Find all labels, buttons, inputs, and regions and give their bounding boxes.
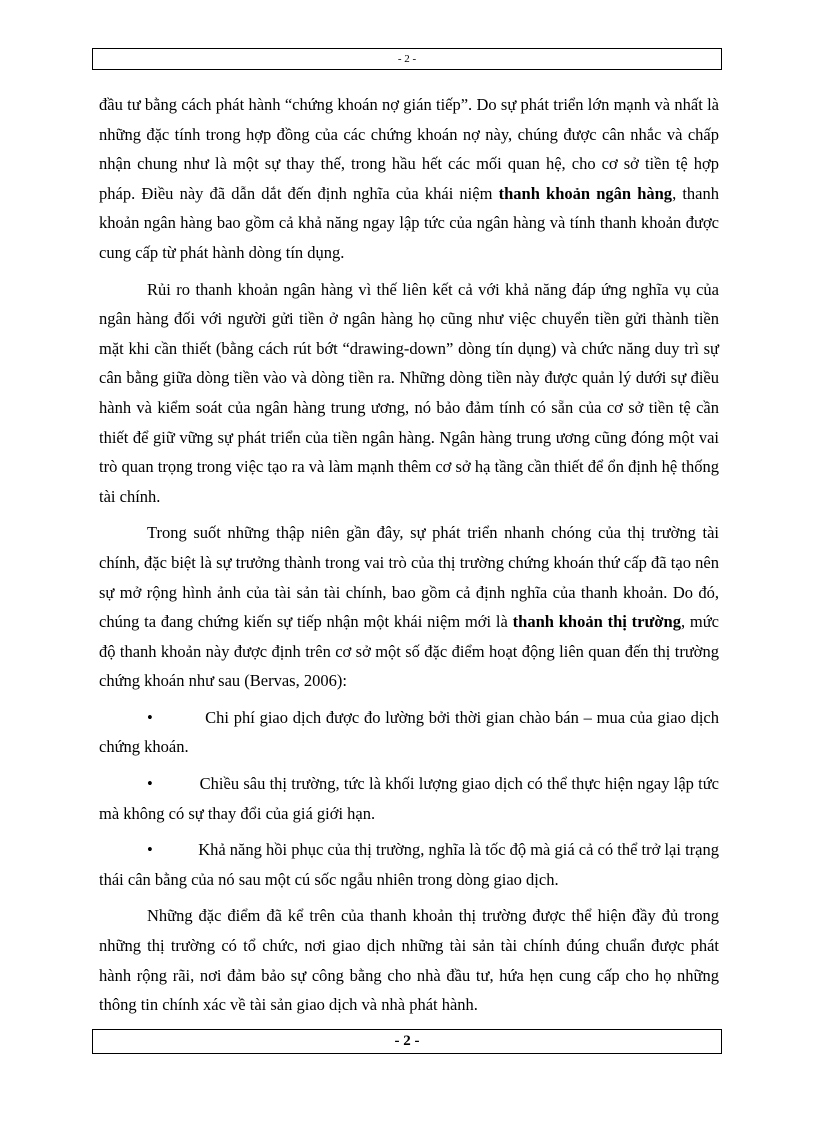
document-body [99,90,719,1027]
paragraph-1-text-b: , thanh khoản ngân hàng bao gồm cả khả năng ngay lập tức của ngân hàng và tính thanh khoản được cung cấp từ phát hành dòng tín dụng. [99,183,719,262]
page-header [92,48,722,70]
bullet-icon: • [147,840,153,860]
bullet-item-3 [99,835,719,894]
bullet-text-3: Khả năng hồi phục của thị trường, nghĩa là tốc độ mà giá cả có thể trở lại trạng thái cân bằng của nó sau một cú sốc ngẫu nhiên trong dòng giao dịch. [99,840,719,889]
bullet-icon: • [147,707,153,727]
paragraph-3 [99,518,719,696]
bullet-icon: • [147,774,153,794]
term-thanh-khoan-thi-truong: thanh khoản thị trường [512,612,681,632]
page-footer [92,1029,722,1054]
paragraph-2: Rủi ro thanh khoản ngân hàng vì thế liên kết cả với khả năng đáp ứng nghĩa vụ của ngân hàng đối với người gửi tiền ở ngân hàng họ cũng như việc chuyển tiền gửi thành tiền mặt khi cần thiết (bằng cách rút bớt “drawing-down” dòng tín dụng) và chức năng duy trì sự cân bằng giữa dòng tiền vào và dòng tiền ra. Những dòng tiền này được quản lý dưới sự điều hành và kiểm soát của ngân hàng trung ương, nó bảo đảm tính có sẵn của cơ sở tiền tệ cần thiết để giữ vững sự phát triển của tiền ngân hàng. Ngân hàng trung ương cũng đóng một vai trò quan trọng trong việc tạo ra và làm mạnh thêm cơ sở hạ tầng cần thiết để ổn định hệ thống tài chính. [99,279,719,506]
paragraph-1 [99,90,719,268]
paragraph-1-text-a: đầu tư bằng cách phát hành “chứng khoán nợ gián tiếp”. Do sự phát triển lớn mạnh và nhất là những đặc tính trong hợp đồng của các chứng khoán nợ này, chúng được cân nhắc và chấp nhận chung như là một sự thay thế, trong hầu hết các mối quan hệ, cho cơ sở tiền tệ hợp pháp. Điều này đã dẫn dắt đến định nghĩa của khái niệm [99,95,719,203]
paragraph-3-text-b: , mức độ thanh khoản này được định trên cơ sở một số đặc điểm hoạt động liên quan đến thị trường chứng khoán như sau (Bervas, 2006): [99,612,719,691]
bullet-text-2: Chiều sâu thị trường, tức là khối lượng giao dịch có thể thực hiện ngay lập tức mà không có sự thay đổi của giá giới hạn. [99,774,720,823]
bullet-text-1: Chi phí giao dịch được đo lường bởi thời gian chào bán – mua của giao dịch chứng khoán. [99,707,720,757]
term-thanh-khoan-ngan-hang: thanh khoản ngân hàng [498,183,673,203]
bullet-item-1 [99,703,719,762]
footer-page-number: - 2 - [394,1033,420,1049]
bullet-item-2 [99,769,719,828]
header-page-number: - 2 - [397,53,417,65]
paragraph-3-text-a: Trong suốt những thập niên gần đây, sự phát triển nhanh chóng của thị trường tài chính, đặc biệt là sự trưởng thành trong vai trò của thị trường chứng khoán thứ cấp đã tạo nên sự mở rộng hình ảnh của tài sản tài chính, bao gồm cả định nghĩa của thanh khoản. Do đó, chúng ta đang chứng kiến sự tiếp nhận một khái niệm mới là [99,523,719,632]
paragraph-4: Những đặc điểm đã kể trên của thanh khoản thị trường được thể hiện đầy đủ trong những thị trường có tổ chức, nơi giao dịch những tài sản tài chính đúng chuẩn được phát hành rộng rãi, nơi đảm bảo sự công bằng cho nhà đầu tư, hứa hẹn cung cấp cho họ những thông tin chính xác về tài sản giao dịch và nhà phát hành. [99,906,719,1015]
